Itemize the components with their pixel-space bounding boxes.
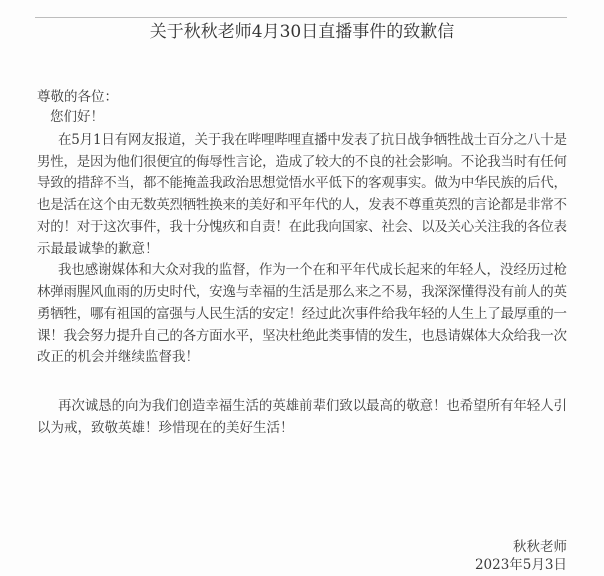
text-line: 也是活在这个由无数英烈牺牲换来的美好和平年代的人，发表不尊重英烈的言论都是非常不 — [37, 197, 567, 213]
text-line: 导致的措辞不当，都不能掩盖我政治思想觉悟水平低下的客观事实。做为中华民族的后代， — [37, 175, 567, 191]
text-line: 男性，是因为他们很便宜的侮辱性言论，造成了较大的不良的社会影响。不论我当时有任何 — [37, 154, 567, 170]
signature-name: 秋秋老师 — [513, 539, 567, 555]
text-line: 勇牺牲，哪有祖国的富强与人民生活的安定！经过此次事件给我年轻的人生上了最厚重的一 — [37, 306, 567, 322]
header-rule — [35, 17, 567, 18]
greeting: 您们好！ — [50, 109, 104, 125]
text-line: 再次诚恳的向为我们创造幸福生活的英雄前辈们致以最高的敬意！也希望所有年轻人引 — [58, 398, 567, 414]
signature-date: 2023年5月3日 — [474, 557, 567, 573]
text-line: 在5月1日有网友报道，关于我在哔哩哔哩直播中发表了抗日战争牺牲战士百分之八十是 — [58, 132, 567, 148]
text-line: 以为戒，致敬英雄！珍惜现在的美好生活！ — [37, 420, 294, 436]
text-line: 课！我会努力提升自己的各方面水平，坚决杜绝此类事情的发生，也恳请媒体大众给我一次 — [37, 328, 567, 344]
text-line: 对的！对于这次事件，我十分愧疚和自责！在此我向国家、社会、以及关心关注我的各位表 — [37, 219, 567, 235]
text-line: 示最最诚挚的歉意！ — [37, 241, 159, 257]
text-line: 我也感谢媒体和大众对我的监督，作为一个在和平年代成长起来的年轻人，没经历过枪 — [58, 262, 567, 278]
text-line: 改正的机会并继续监督我！ — [37, 349, 199, 365]
letter-title: 关于秋秋老师4月30日直播事件的致歉信 — [149, 22, 455, 42]
salutation: 尊敬的各位： — [37, 89, 118, 105]
text-line: 林弹雨腥风血雨的历史时代，安逸与幸福的生活是那么来之不易，我深深懂得没有前人的英 — [37, 284, 567, 300]
